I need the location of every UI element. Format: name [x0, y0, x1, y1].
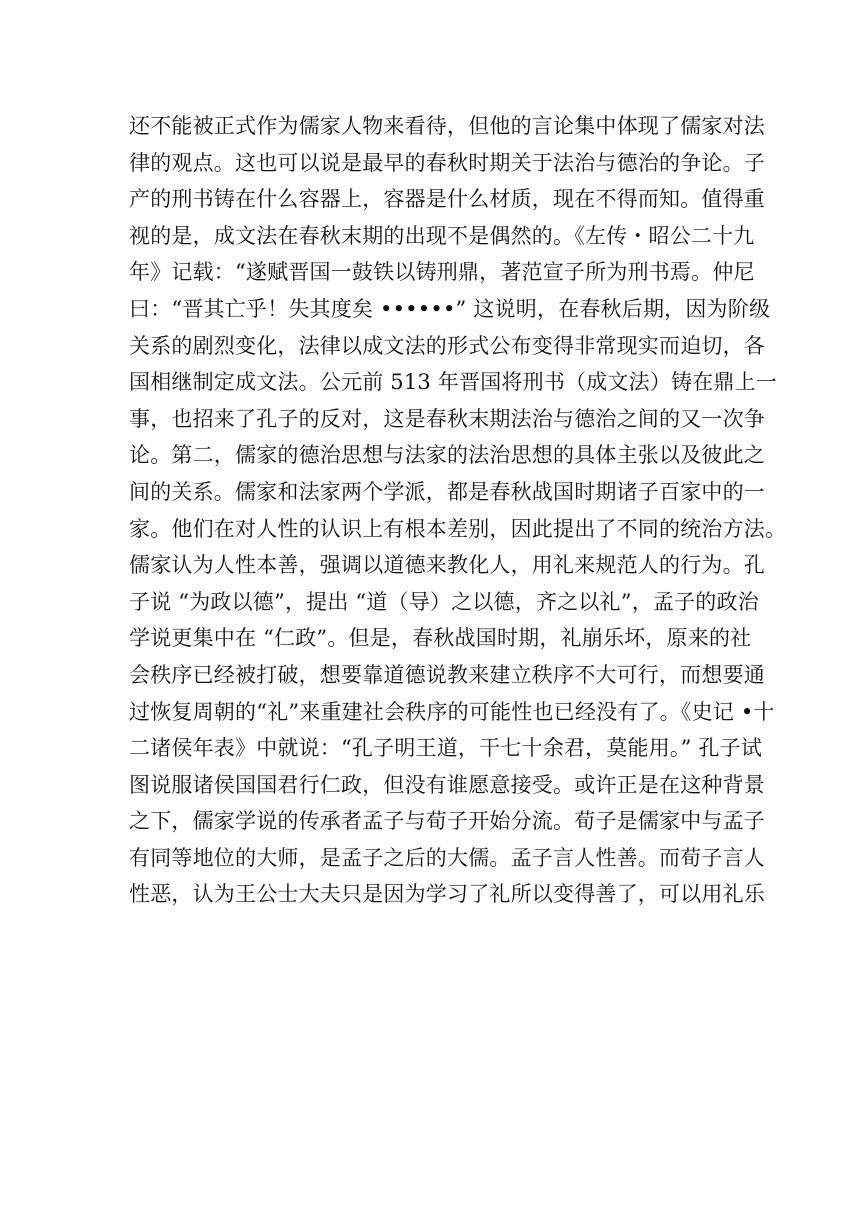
body-text [129, 108, 787, 913]
text-line-18: 二诸侯年表》中就说：“孔子明王道，干七十余君，莫能用。” 孔子试 [129, 736, 763, 761]
text-line-11: 间的关系。儒家和法家两个学派，都是春秋战国时期诸子百家中的一 [129, 479, 765, 504]
text-line-19: 图说服诸侯国国君行仁政，但没有谁愿意接受。或许正是在这种背景 [129, 772, 765, 797]
text-line-15: 学说更集中在 “仁政”。但是，春秋战国时期，礼崩乐坏，原来的社 [129, 626, 752, 651]
text-line-7: 关系的剧烈变化，法律以成文法的形式公布变得非常现实而迫切，各 [129, 333, 765, 358]
text-line-13: 儒家认为人性本善，强调以道德来教化人，用礼来规范人的行为。孔 [129, 553, 765, 578]
text-line-10: 论。第二，儒家的德治思想与法家的法治思想的具体主张以及彼此之 [129, 443, 765, 468]
text-line-17: 过恢复周朝的“礼”来重建社会秩序的可能性也已经没有了。《史记 •十 [129, 699, 775, 724]
text-line-9: 事，也招来了孔子的反对，这是春秋末期法治与德治之间的又一次争 [129, 406, 765, 431]
text-line-22: 性恶，认为王公士大夫只是因为学习了礼所以变得善了，可以用礼乐 [129, 882, 765, 907]
text-line-5: 年》记载：“遂赋晋国一鼓铁以铸刑鼎，著范宣子所为刑书焉。仲尼 [129, 260, 755, 285]
text-line-21: 有同等地位的大师，是孟子之后的大儒。孟子言人性善。而荀子言人 [129, 845, 765, 870]
text-line-20: 之下，儒家学说的传承者孟子与荀子开始分流。荀子是儒家中与孟子 [129, 809, 765, 834]
text-line-6: 曰：“晋其亡乎！失其度矣 ••••••” 这说明，在春秋后期，因为阶级 [129, 296, 771, 321]
text-line-3: 产的刑书铸在什么容器上，容器是什么材质，现在不得而知。值得重 [129, 187, 765, 212]
text-line-14: 子说 “为政以德”，提出 “道（导）之以德，齐之以礼”，孟子的政治 [129, 589, 759, 614]
text-line-16: 会秩序已经被打破，想要靠道德说教来建立秩序不大可行，而想要通 [129, 662, 765, 687]
text-line-8: 国相继制定成文法。公元前 513 年晋国将刑书（成文法）铸在鼎上一 [129, 370, 778, 395]
text-line-12: 家。他们在对人性的认识上有根本差别，因此提出了不同的统治方法。 [129, 516, 787, 541]
text-line-2: 律的观点。这也可以说是最早的春秋时期关于法治与德治的争论。子 [129, 150, 765, 175]
text-line-4: 视的是，成文法在春秋末期的出现不是偶然的。《左传・昭公二十九 [129, 223, 755, 248]
text-line-1: 还不能被正式作为儒家人物来看待，但他的言论集中体现了儒家对法 [129, 114, 765, 138]
